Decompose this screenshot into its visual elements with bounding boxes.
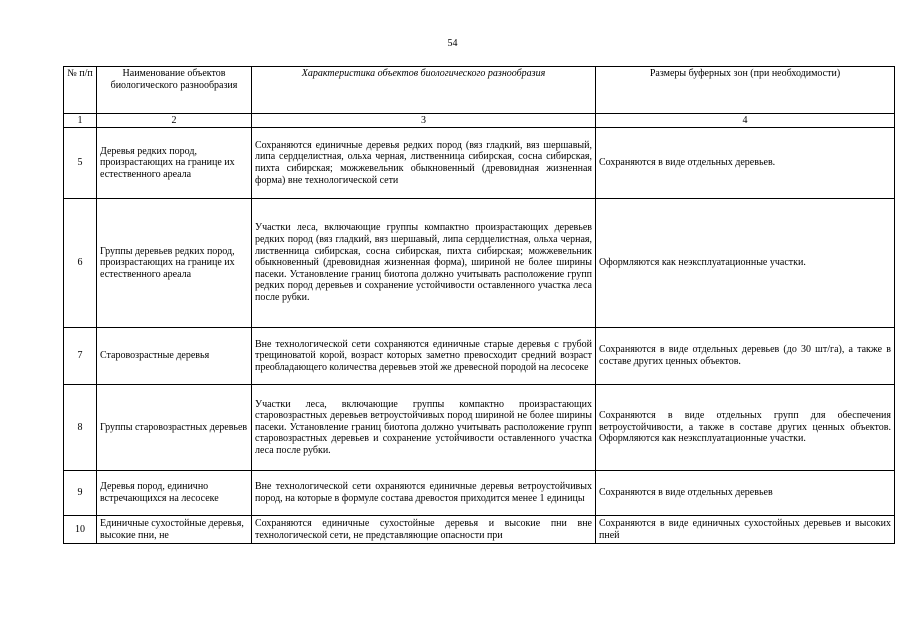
object-characteristic: Сохраняются единичные деревья редких пород (вяз гладкий, вяз шершавый, липа сердцелистная, ольха черная, лиственница сибирская, сосна сибирская, пихта сибирская; можжевельник обыкновенный (древовидная жизненная форма) вне технологической сети bbox=[252, 128, 596, 199]
header-characteristic: Характеристика объектов биологического разнообразия bbox=[252, 67, 596, 114]
column-number: 1 bbox=[64, 114, 97, 128]
table-row bbox=[64, 516, 895, 544]
row-number: 9 bbox=[64, 471, 97, 516]
table-row bbox=[64, 128, 895, 199]
page-number: 54 bbox=[447, 38, 458, 49]
table-row bbox=[64, 471, 895, 516]
object-name: Группы деревьев редких пород, произрастающих на границе их естественного ареала bbox=[97, 199, 252, 328]
header-object-name: Наименование объектов биологического разнообразия bbox=[97, 67, 252, 114]
buffer-zone: Сохраняются в виде единичных сухостойных деревьев и высоких пней bbox=[596, 516, 895, 544]
row-number: 5 bbox=[64, 128, 97, 199]
column-number-row bbox=[64, 114, 895, 128]
column-number: 4 bbox=[596, 114, 895, 128]
row-number: 8 bbox=[64, 385, 97, 471]
buffer-zone: Сохраняются в виде отдельных деревьев. bbox=[596, 128, 895, 199]
row-number: 7 bbox=[64, 328, 97, 385]
object-characteristic: Участки леса, включающие группы компактно произрастающих деревьев редких пород (вяз гладкий, вяз шершавый, липа сердцелистная, ольха черная, лиственница сибирская, сосна сибирская, пихта сибирская; можжевельник обыкновенный (древовидная жизненная форма), шириной не более ширины пасеки. Установление границ биотопа должно учитывать расположение групп редких пород деревьев и сохранение устойчивости оставленного участка леса после рубки. bbox=[252, 199, 596, 328]
header-row bbox=[64, 67, 895, 114]
buffer-zone: Сохраняются в виде отдельных деревьев (до 30 шт/га), а также в составе других ценных объектов. bbox=[596, 328, 895, 385]
buffer-zone: Сохраняются в виде отдельных групп для обеспечения ветроустойчивости, а также в составе других ценных объектов. Оформляются как неэксплуатационные участки. bbox=[596, 385, 895, 471]
row-number: 10 bbox=[64, 516, 97, 544]
row-number: 6 bbox=[64, 199, 97, 328]
header-buffer-zones: Размеры буферных зон (при необходимости) bbox=[596, 67, 895, 114]
table-row bbox=[64, 199, 895, 328]
column-number: 3 bbox=[252, 114, 596, 128]
column-number: 2 bbox=[97, 114, 252, 128]
object-characteristic: Вне технологической сети охраняются единичные деревья ветроустойчивых пород, на которые в формуле состава древостоя приходится менее 1 единицы bbox=[252, 471, 596, 516]
object-name: Старовозрастные деревья bbox=[97, 328, 252, 385]
header-number: № п/п bbox=[64, 67, 97, 114]
object-name: Деревья пород, единично встречающихся на лесосеке bbox=[97, 471, 252, 516]
object-characteristic: Участки леса, включающие группы компактно произрастающих старовозрастных деревьев ветроустойчивых пород шириной не более ширины пасеки. Установление границ биотопа должно учитывать расположение групп старовозрастных деревьев и сохранение устойчивости оставленного участка леса после рубки. bbox=[252, 385, 596, 471]
object-name: Единичные сухостойные деревья, высокие пни, не bbox=[97, 516, 252, 544]
biodiversity-table bbox=[63, 66, 895, 544]
table-row bbox=[64, 328, 895, 385]
object-name: Группы старовозрастных деревьев bbox=[97, 385, 252, 471]
buffer-zone: Сохраняются в виде отдельных деревьев bbox=[596, 471, 895, 516]
buffer-zone: Оформляются как неэксплуатационные участки. bbox=[596, 199, 895, 328]
object-characteristic: Вне технологической сети сохраняются единичные старые деревья с грубой трещиноватой корой, возраст которых заметно превосходит средний возраст преобладающего количества деревьев этой же древесной породой на лесосеке bbox=[252, 328, 596, 385]
object-characteristic: Сохраняются единичные сухостойные деревья и высокие пни вне технологической сети, не представляющие опасности при bbox=[252, 516, 596, 544]
object-name: Деревья редких пород, произрастающих на границе их естественного ареала bbox=[97, 128, 252, 199]
table-row bbox=[64, 385, 895, 471]
